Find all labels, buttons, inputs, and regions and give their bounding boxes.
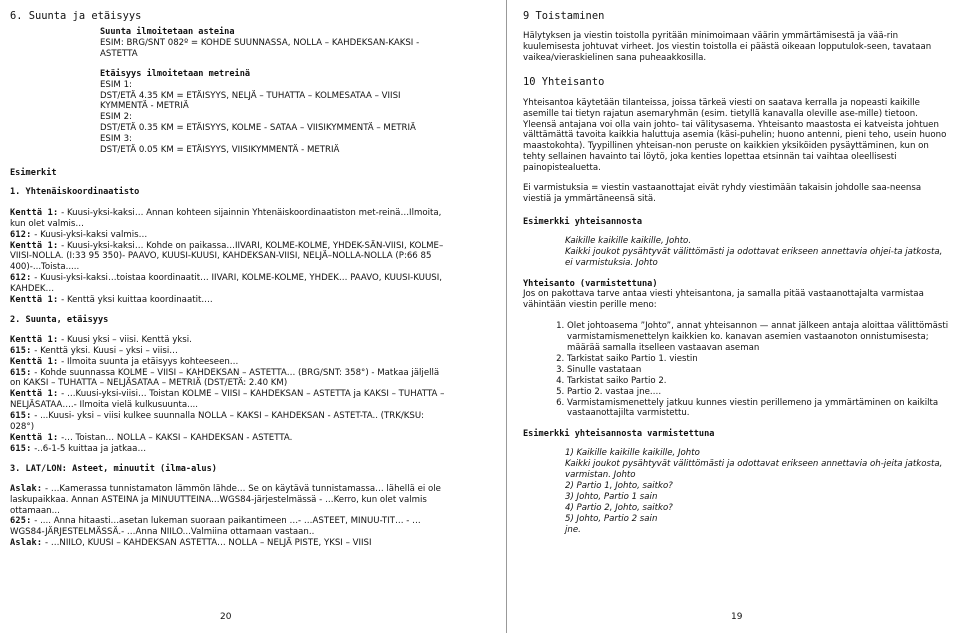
example-line: 4) Partio 2, Johto, saitko? [565,502,673,513]
example-line: Kaikki joukot pysähtyvät välittömästi ja odottavat erikseen annettavia ohjei-ta jatkosta, ei varmistuksia. Johto [565,246,943,268]
dialogue-line: 612: - Kuusi-yksi-kaksi valmis… [10,229,148,240]
block-text: ESIM 1: [100,79,132,90]
dialogue-line: 625: - .... Anna hitaasti…asetan lukeman suoraan paikantimeen …- …ASTEET, MINUU-TIT… - …WGS84-JÄRJESTELMÄSSÄ.- …Anna NIILO...Valmiina ottamaan vastaan.. [10,516,421,538]
list-item: 2. Tarkistat saiko Partio 1. viestin [567,354,952,365]
example-heading: Esimerkki yhteisannosta [523,216,642,227]
dialogue-line: Kenttä 1: -… Toistan… NOLLA – KAKSI – KAHDEKSAN - ASTETTA. [10,433,293,443]
example-line: Kaikille kaikille kaikille, Johto. [565,235,692,246]
list-item: 1. Olet johtoasema ”Johto”, annat yhteisannon — annat jälkeen antaja aloittaa välittömästi varmistamismenettelyn kaikkien ko. kanavan asemien vastaanoton onnistumisesta; määrää samalla itselleen vastaavan aseman [567,321,952,354]
example-line: 2) Partio 1, Johto, saitko? [565,481,673,491]
example-heading: Yhteisanto (varmistettuna) [523,278,658,289]
dialogue-line: 615: - Kenttä yksi. Kuusi – yksi – viisi… [10,345,178,356]
procedure-list [523,321,952,419]
direction-block [10,27,450,60]
block-text: ESIM 2: [100,112,132,123]
block-text: ESIM 3: [100,134,132,145]
dialogue-line: Aslak: - …Kamerassa tunnistamaton lämmön lähde… Se on käytävä tunnistamassa… lähellä ei ole laskupaikkaa. Annan ASTEINA ja MINUUTTEINA…WGS84-järjestelmässä - …Kerro, kun olet valmis ottamaan... [10,483,441,516]
block-text: ESIM: BRG/SNT 082º = KOHDE SUUNNASSA, NOLLA – KAHDEKSAN-KAKSI - ASTETTA [100,37,420,59]
dialogue-block [10,208,450,306]
paragraph: Jos on pakottava tarve antaa viesti yhteisantona, ja samalla pitää vastaanottajalta varmistaa vähintään viestin perille meno: [523,289,924,311]
list-item: 3. Sinulle vastataan [567,365,952,376]
dialogue-block [10,484,450,549]
dialogue-line: Aslak: - …NIILO, KUUSI – KAHDEKSAN ASTETTA… NOLLA – NELJÄ PISTE, YKSI – VIISI [10,538,372,549]
subsection-title: 3. LAT/LON: Asteet, minuutit (ilma-alus) [10,463,217,474]
example-line: 1) Kaikille kaikille kaikille, Johto [565,448,700,459]
dialogue-line: Kenttä 1: - Kuusi-yksi-kaksi… Kohde on paikassa…IIVARI, KOLME-KOLME, YHDEK-SÄN-VIISI, KOLME–VIISI-NOLLA. (I:33 95 350)- PAAVO, KUUSI-KUUSI, KAHDEKSAN-VIISI, NELJÄ–NOLLA-NOLLA (P:66 85 400)-...Toista..... [10,240,444,273]
dialogue-block [10,335,450,455]
dialogue-line: Kenttä 1: - Kuusi yksi – viisi. Kenttä yksi. [10,334,192,345]
block-text: DST/ETÄ 4.35 KM = ETÄISYYS, NELJÄ – TUHATTA – KOLMESATAA – VIISI KYMMENTÄ - METRIÄ [100,90,401,112]
example-line: Kaikki joukot pysähtyvät välittömästi ja odottavat erikseen annettavia oh-jeita jatkosta, varmistan. Johto [565,459,943,481]
paragraph: Yhteisantoa käytetään tilanteissa, joissa tärkeä viesti on saatava kerralla ja nopeasti kaikille asemille tai tietyn rajatun asemaryhmän (esim. tietyllä kanavalla oleville ase-mille) tietoon. Yleensä antajana voi olla vain johto- tai välitysasema. Yhteisanto maastosta ei katveista johtuen välttämättä tavoita kaikkia haluttuja asemia (käsi-puhelin; huono antenni, pieni teho, usein huono maastokohta). Tyypillinen yhteisan-non peruste on kaikkien yksiköiden pysäyttäminen, kun on tehty sellainen havainto tai löytö, joka kenties lopettaa etsinnän tai vaihtaa oleellisesti painopistealuetta. [523,97,947,174]
subsection-title: 2. Suunta, etäisyys [10,314,109,325]
list-item: 4. Tarkistat saiko Partio 2. [567,376,952,387]
dialogue-line: Kenttä 1: - Ilmoita suunta ja etäisyys kohteeseen… [10,356,239,367]
paragraph: Hälytyksen ja viestin toistolla pyritään minimoimaan väärin ymmärtämisestä ja vää-rin kuulemisesta johtuvat virheet. Jos viestin toistolla ei päästä oikeaan lopputulok-seen, tavataan vaikea/vieraskielinen sana puheaakkosilla. [523,31,932,63]
block-text: DST/ETÄ 0.05 KM = ETÄISYYS, VIISIKYMMENTÄ - METRIÄ [100,145,340,156]
dialogue-line: 612: - Kuusi-yksi-kaksi…toistaa koordinaatit… IIVARI, KOLME-KOLME, YHDEK… PAAVO, KUUSI-KUUSI, KAHDEK… [10,273,442,295]
section-title: 9 Toistaminen [523,10,605,22]
left-page [0,0,462,633]
dialogue-line: Kenttä 1: - Kuusi-yksi-kaksi… Annan kohteen sijainnin Yhtenäiskoordinaatiston met-reinä…Ilmoita, kun olet valmis… [10,207,442,229]
list-item: 5. Partio 2. vastaa jne.… [567,387,952,398]
examples-label: Esimerkit [10,167,57,178]
example-line: jne. [565,524,581,535]
dialogue-line: 615: - ...Kuusi- yksi – viisi kulkee suunnalla NOLLA – KAKSI – KAHDEKSAN - ASTET-TA.. (TRK/KSU: 028°) [10,411,425,433]
right-page [506,0,960,633]
page-number: 19 [731,612,743,623]
distance-block [10,69,450,156]
example-line: 3) Johto, Partio 1 sain [565,491,658,502]
section-title: 6. Suunta ja etäisyys [10,10,142,22]
list-item: 6. Varmistamismenettely jatkuu kunnes viestin perillemeno ja ymmärtäminen on kaikilta vastaanottajilta varmistettu. [567,398,952,420]
subsection-title: 1. Yhtenäiskoordinaatisto [10,186,140,197]
dialogue-line: 615: -..6-1-5 kuittaa ja jatkaa… [10,443,147,454]
block-text: DST/ETÄ 0.35 KM = ETÄISYYS, KOLME - SATAA – VIISIKYMMENTÄ – METRIÄ [100,123,416,134]
paragraph: Ei varmistuksia = viestin vastaanottajat eivät ryhdy viestimään takaisin johdolle saa-neensa viestiä ja ymmärtäneensä sitä. [523,183,922,204]
example-heading: Esimerkki yhteisannosta varmistettuna [523,429,715,440]
block-heading: Suunta ilmoitetaan asteina [100,27,235,37]
section-title: 10 Yhteisanto [523,75,605,88]
dialogue-line: Kenttä 1: - Kenttä yksi kuittaa koordinaatit.… [10,295,213,306]
dialogue-line: 615: - Kohde suunnassa KOLME – VIISI – KAHDEKSAN – ASTETTA… (BRG/SNT: 358°) - Matkaa jäljellä on KAKSI – TUHATTA – NELJÄSATAA – METRIÄ (DST/ETÄ: 2.40 KM) [10,367,440,389]
block-heading: Etäisyys ilmoitetaan metreinä [100,68,251,79]
page-number: 20 [220,612,232,623]
example-line: 5) Johto, Partio 2 sain [565,513,658,524]
dialogue-line: Kenttä 1: - …Kuusi-yksi-viisi… Toistan KOLME – VIISI – KAHDEKSAN – ASTETTA ja KAKSI – TUHATTA – NELJÄSATAA….- Ilmoita vielä kulkusuunta.... [10,389,445,411]
